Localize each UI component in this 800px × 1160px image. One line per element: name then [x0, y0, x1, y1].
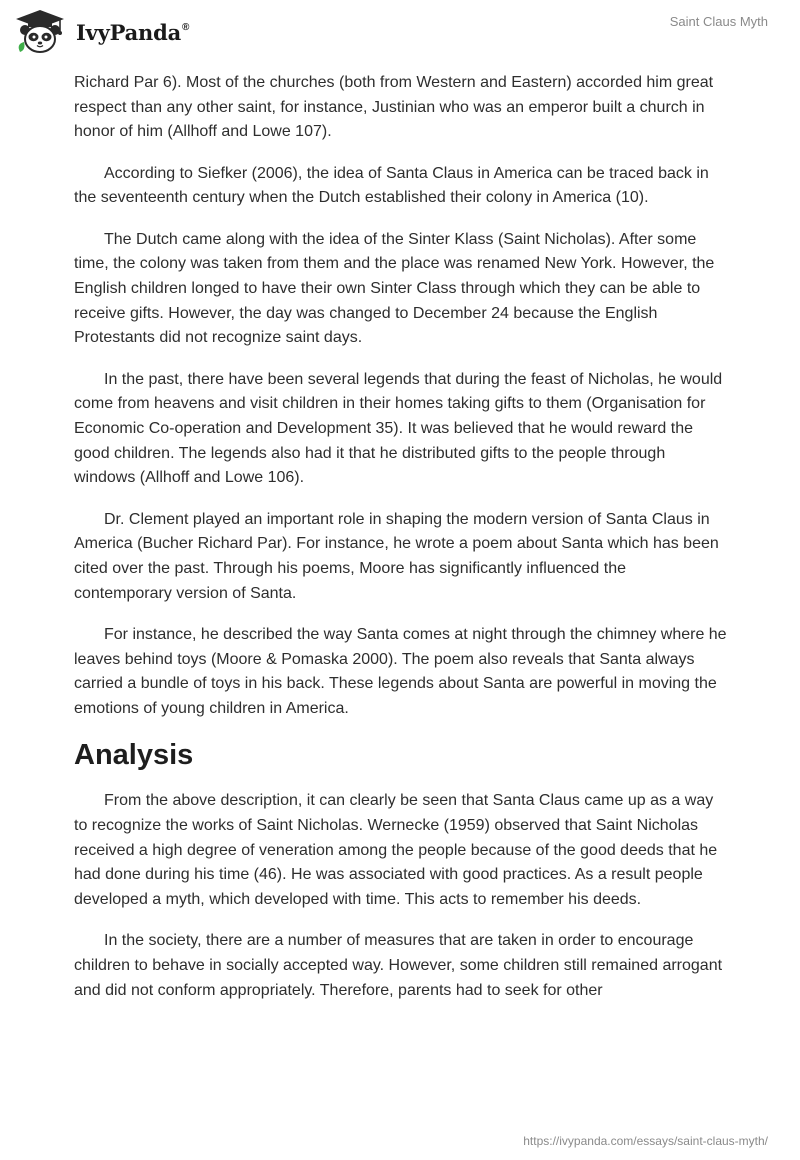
document-title: Saint Claus Myth — [669, 14, 768, 29]
footer-url[interactable]: https://ivypanda.com/essays/saint-claus-myth/ — [523, 1134, 768, 1148]
paragraph: Richard Par 6). Most of the churches (both from Western and Eastern) accorded him great respect than any other saint, for instance, Justinian who was an emperor built a church in honor of him (Allhoff and Lowe 107). — [74, 74, 714, 141]
page-header — [0, 0, 800, 62]
paragraph: From the above description, it can clearly be seen that Santa Claus came up as a way to recognize the works of Saint Nicholas. Wernecke (1959) observed that Saint Nicholas received a high degree of veneration among the people because of the good deeds that he had done during his time (46). He was associated with good practices. As a result people developed a myth, which developed with time. This acts to remember his deeds. — [74, 792, 718, 908]
paragraph: According to Siefker (2006), the idea of Santa Claus in America can be traced back in the seventeenth century when the Dutch established their colony in America (10). — [74, 164, 709, 207]
paragraph: In the society, there are a number of measures that are taken in order to encourage children to behave in socially accepted way. However, some children still remained arrogant and did not conform appropriately. Therefore, parents had to seek for other — [74, 932, 723, 999]
panda-graduate-icon — [14, 8, 70, 54]
paragraph: The Dutch came along with the idea of the Sinter Klass (Saint Nicholas). After some time, the colony was taken from them and the place was renamed New York. However, the English children longed to have their own Sinter Class through which they can be able to receive gifts. However, the day was changed to December 24 because the English Protestants did not recognize saint days. — [74, 230, 715, 347]
essay-content — [74, 71, 728, 1020]
paragraph: In the past, there have been several legends that during the feast of Nicholas, he would come from heavens and visit children in their homes taking gifts to them (Organisation for Economic Co-operation and Development 35). It was believed that he would reward the good children. The legends also had it that he distributed gifts to the people through windows (Allhoff and Lowe 106). — [74, 370, 723, 487]
ivypanda-logo[interactable] — [14, 8, 189, 54]
paragraph: For instance, he described the way Santa comes at night through the chimney where he leaves behind toys (Moore & Pomaska 2000). The poem also reveals that Santa always carried a bundle of toys in his back. These legends about Santa are powerful in moving the emotions of young children in America. — [74, 625, 727, 717]
paragraph: Dr. Clement played an important role in shaping the modern version of Santa Claus in America (Bucher Richard Par). For instance, he wrote a poem about Santa which has been cited over the past. Through his poems, Moore has significantly influenced the contemporary version of Santa. — [74, 510, 719, 602]
section-heading-analysis: Analysis — [74, 739, 194, 772]
logo-text: IvyPanda® — [76, 19, 190, 45]
registered-mark: ® — [182, 21, 190, 33]
